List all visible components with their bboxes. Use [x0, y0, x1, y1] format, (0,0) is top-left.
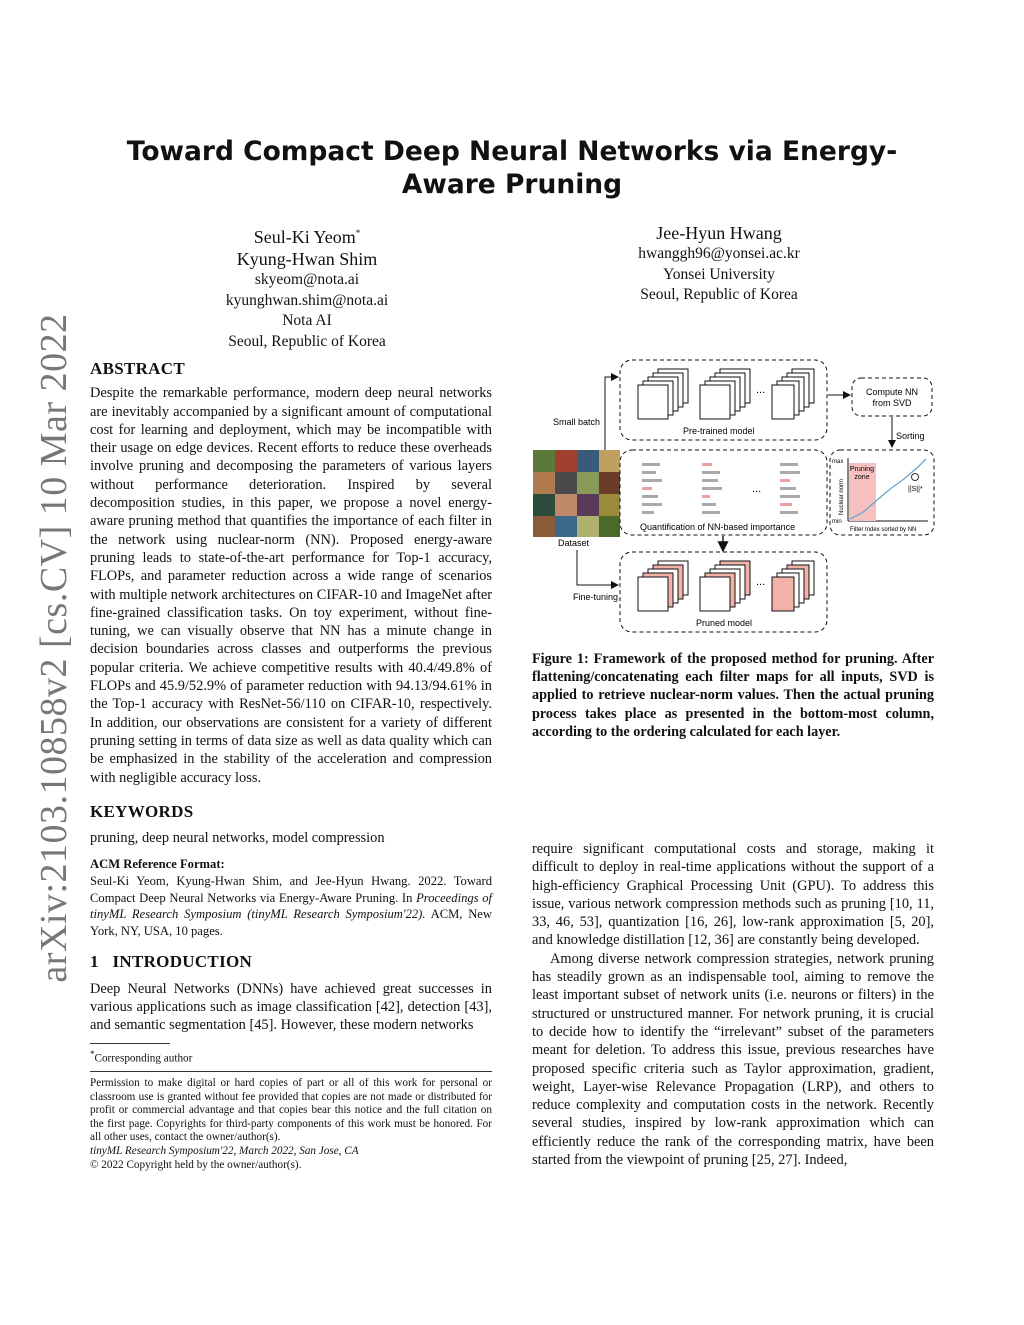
author-email-2: kyunghwan.shim@nota.ai [225, 291, 389, 309]
label-compute-nn: Compute NN from SVD [865, 387, 919, 408]
figure-1-diagram [530, 355, 940, 640]
author-location-left: Seoul, Republic of Korea [228, 332, 386, 350]
label-dataset: Dataset [558, 538, 590, 548]
pruned-filters [638, 561, 814, 611]
author-affiliation-right: Yonsei University [663, 265, 775, 283]
label-fine-tuning: Fine-tuning [573, 592, 619, 602]
pretrained-ellipsis: ... [756, 384, 766, 396]
copyright-text: © 2022 Copyright held by the owner/author(s). [90, 1158, 302, 1171]
label-small-batch: Small batch [553, 417, 601, 427]
quant-ellipsis: ... [752, 483, 762, 495]
dataset-mosaic [533, 450, 620, 537]
footnote-rule [90, 1043, 170, 1044]
keywords-text: pruning, deep neural networks, model compression [90, 830, 385, 847]
compute-nn-box [852, 378, 932, 416]
abstract-heading: ABSTRACT [90, 359, 185, 378]
label-y-axis: Nuclear norm [839, 478, 845, 515]
author-block-right [600, 222, 838, 306]
keywords-heading: KEYWORDS [90, 801, 194, 821]
permission-rule [90, 1071, 492, 1072]
pretrained-filters [638, 369, 814, 419]
importance-bars [642, 463, 800, 514]
right-column [532, 840, 934, 1169]
arrow-small-batch [605, 377, 618, 450]
author-location-right: Seoul, Republic of Korea [640, 286, 798, 303]
intro-heading: 1 INTRODUCTION [90, 952, 253, 972]
label-quantification: Quantification of NN-based importance [640, 522, 796, 532]
plot-point-marker [912, 474, 919, 481]
abstract-text: Despite the remarkable performance, modern deep neural networks are inevitably accompanied by a significant amount of computational cost for learning and deployment, which may be incompatible with their usage on edge devices. Recent efforts to reduce these overheads involve pruning and decomposing the parameters of various layers without performance deterioration. Inspired by several decomposition studies, in this paper, we propose a novel energy-aware pruning method that quantifies the importance of each filter in the network using nuclear-norm (NN). Proposed energy-aware pruning leads to state-of-the-art performance for Top-1 accuracy, FLOPs, and parameter reduction across a wide range of scenarios with multiple network architectures on CIFAR-10 and ImageNet after fine-grained classification tasks. On toy experiment, without fine-tuning, we can visually observe that NN has a minute change in decision boundaries across classes and outperforms the previous popular criteria. We achieve competitive results with 40.4/49.8% of FLOPs and 45.9/52.9% of parameter reduction with 94.13/94.61% in the Top-1 accuracy with ResNet-56/110 on CIFAR-10, respectively. In addition, our observations are consistent for a variety of different pruning setting in terms of data size as well as data quality which can be emphasized in the stability of the acceleration and compression with negligible accuracy loss. [90, 385, 492, 786]
author-email-3: hwanggh96@yonsei.ac.kr [638, 245, 800, 262]
acm-reference-heading: ACM Reference Format: [90, 857, 225, 872]
acm-reference [90, 856, 492, 939]
label-min: min [832, 519, 842, 525]
author-name-1: Seul-Ki Yeom* [253, 227, 361, 247]
left-column [90, 360, 492, 1035]
venue-text: tinyML Research Symposium'22, March 2022, San Jose, CA [90, 1144, 359, 1157]
acm-reference-text: Seul-Ki Yeom, Kyung-Hwan Shim, and Jee-Hyun Hwang. 2022. Toward Compact Deep Neural Networks via Energy-Aware Pruning. In Proceedings of tinyML Research Symposium (tinyML Research Symposium'22). ACM, New York, NY, USA, 10 pages. [90, 874, 492, 938]
figure-1-caption: Figure 1: Framework of the proposed method for pruning. After flattening/concatenating each filter maps for all inputs, SVD is applied to retrieve nuclear-norm values. Then the actual pruning process takes place as presented in the bottom-most column, according to the ordering calculated for each layer. [532, 651, 934, 740]
label-max: max [832, 459, 844, 465]
author-email-1: skyeom@nota.ai [254, 271, 360, 288]
author-name-3: Jee-Hyun Hwang [656, 223, 782, 243]
paper-title: Toward Compact Deep Neural Networks via Energy-Aware Pruning [126, 136, 898, 200]
permission-block [90, 1077, 492, 1172]
right-col-paragraph-2: Among diverse network compression strategies, network pruning has steadily grown as an indispensable tool, aiming to remove the least important subset of network units (i.e. neurons or filters) in the structured or unstructured manner. For network pruning, it is crucial to decide how to identify the “irrelevant” subset of the parameters meant for deletion. To address this issue, previous researches have proposed specific criteria such as Taylor approximation, gradient, weight, Layer-wise Relevance Propagation (LRP), and others to reduce complexity and computation costs in the network. Recently several studies, inspired by low-rank approximation which can efficiently reduce the rank of the corresponding matrix, have been started from the viewpoint of pruning [25, 27]. Indeed, [532, 950, 934, 1169]
permission-text: Permission to make digital or hard copies of part or all of this work for personal or classroom use is granted without fee provided that copies are not made or distributed for profit or commercial advantage and that copies bear this notice and the full citation on the first page. Copyrights for third-party components of this work must be honored. For all other uses, contact the owner/author(s). [90, 1077, 492, 1144]
pruned-ellipsis: ... [756, 576, 766, 588]
arxiv-side-label: arXiv:2103.10858v2 [cs.CV] 10 Mar 2022 [33, 313, 75, 983]
footnote: *Corresponding author [90, 1049, 193, 1065]
intro-text: Deep Neural Networks (DNNs) have achieved great successes in various applications such as image classification [42], detection [43], and semantic segmentation [45]. However, these modern networks [90, 980, 492, 1034]
author-affiliation-left: Nota AI [282, 312, 332, 329]
arrow-fine-tuning [577, 550, 618, 585]
author-name-2: Kyung-Hwan Shim [236, 249, 378, 269]
label-x-axis: Filter Index sorted by NN [850, 527, 917, 533]
author-block-left [200, 222, 414, 352]
right-col-paragraph-1: require significant computational costs and storage, making it difficult to deploy in real-time applications without the support of a high-efficiency Graphical Processing Unit (GPU). To address this issue, various network compression methods such as pruning [10, 11, 33, 46, 53], quantization [16, 26], low-rank approximation [5, 20], and knowledge distillation [12, 36] are constantly being developed. [532, 841, 934, 949]
label-pruned-model: Pruned model [696, 618, 753, 628]
label-pretrained-model: Pre-trained model [683, 426, 755, 436]
label-pruning-zone: Pruning zone [849, 466, 875, 481]
label-norm: ||S||* [908, 486, 923, 493]
label-sorting: Sorting [896, 431, 925, 441]
